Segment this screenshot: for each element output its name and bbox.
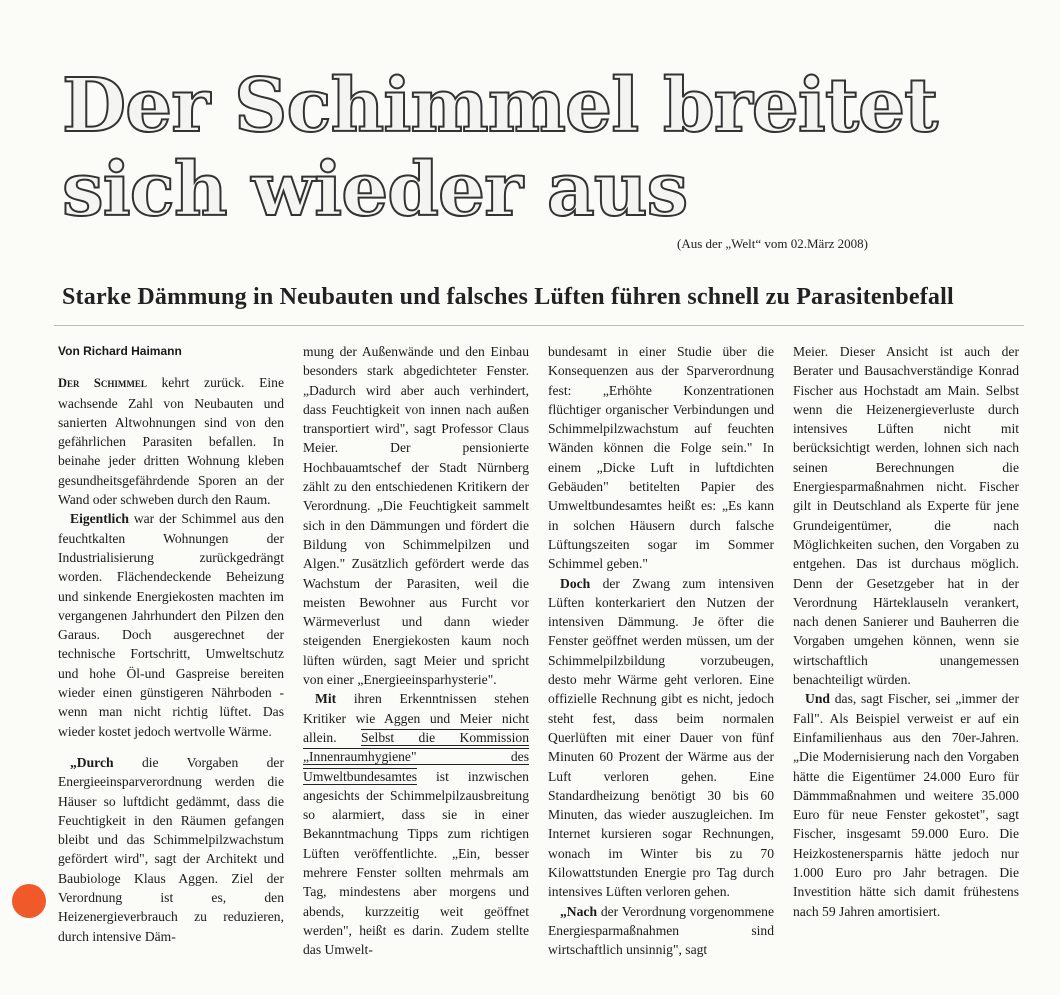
paragraph-lead-word: Doch xyxy=(560,575,591,591)
column-4 xyxy=(793,342,1019,921)
paragraph-lead-word: Eigentlich xyxy=(70,511,129,527)
paragraph xyxy=(58,373,284,509)
paragraph-lead-word: Und xyxy=(805,691,830,707)
paragraph-text: die Vorgaben der Energieeinsparverordnung werden die Häuser so luftdicht gedämmt, dass die Feuchtigkeit in den Räumen gefangen bleibt und das Schimmelpilzwachstum gefördert wird", sagt der Architekt und Baubiologe Klaus Aggen. Ziel der Verordnung ist es, den Heizenergieverbrauch zu reduzieren, durch intensive Däm- xyxy=(58,754,284,944)
article-body xyxy=(58,342,1028,962)
paragraph-text: war der Schimmel aus den feuchtkalten Wohnungen der Industrialisierung zurückgedrängt worden. Flächendeckende Beheizung und sinkende Energiekosten machten im vergangenen Jahrhundert den Pilzen den Garaus. Doch ausgerechnet der technische Fortschritt, Umweltschutz und hohe Öl-und Gaspreise bereiten wieder einen günstigeren Nährboden - wenn man nicht richtig lüftet. Das wieder kostet jedoch wertvolle Wärme. xyxy=(58,511,285,739)
article-subheadline: Starke Dämmung in Neubauten und falsches Lüften führen schnell zu Parasitenbefall xyxy=(62,284,954,310)
paragraph xyxy=(548,342,774,574)
paragraph-text: ihren Erkenntnissen stehen Kritiker wie Aggen und Meier nicht allein. xyxy=(303,691,529,745)
headline-line-2: sich wieder aus xyxy=(62,147,688,233)
byline: Von Richard Haimann xyxy=(58,344,182,358)
paragraph xyxy=(58,753,284,946)
headline-line-1: Der Schimmel breitet xyxy=(62,63,938,149)
paragraph-text: bundesamt in einer Studie über die Konsequenzen aus der Sparverordnung fest: „Erhöhte Konzentrationen flüchtiger organischer Verbindungen und Schimmelpilzwachstum auf feuchten Wänden können die Folge sein." In einem „Dicke Luft in luftdichten Gebäuden" betitelten Papier des Umweltbundesamtes heißt es: „Es kann in solchen Häusern durch falsche Lüftungszeiten sogar im Sommer Schimmel geben." xyxy=(548,344,774,572)
highlighted-passage: Selbst die Kommission „Innenraumhygiene" des Umweltbundesamtes xyxy=(303,729,529,784)
paragraph-text: Meier. Dieser Ansicht ist auch der Berater und Bausachverständige Konrad Fischer aus Hochstadt am Main. Selbst wenn die Heizenergieverluste durch intensives Lüften nicht mit berücksichtigt werden, lohnen sich nach seinen Berechnungen die Energiesparmaßnahmen nicht. Fischer gilt in Deutschland als Experte für jene Grundeigentümer, die nach Möglichkeiten suchen, den Vorgaben zu entgehen. Das ist durchaus möglich. Denn der Gesetzgeber hat in der Verordnung Härteklauseln verankert, nach denen Sanierer und Bauherren die Vorgaben umgehen können, wenn sie wirtschaftlich unangemessen benachteiligt würden. xyxy=(793,344,1019,688)
lead-in: Der Schimmel xyxy=(58,376,147,391)
paragraph-lead-word: „Nach xyxy=(560,903,598,919)
source-note: (Aus der „Welt“ vom 02.März 2008) xyxy=(677,236,869,251)
paragraph-lead-word: „Durch xyxy=(70,754,114,770)
paragraph xyxy=(793,689,1019,921)
paragraph-text: der Zwang zum intensiven Lüften konterkariert den Nutzen der intensiven Dämmung. Je öfter die Fenster geöffnet werden müssen, um der Schimmelpilzbildung vorzubeugen, desto mehr Wärme geht verloren. Eine offizielle Rechnung gibt es nicht, jedoch steht fest, dass beim normalen Querlüften mit einer Dauer von fünf Minuten 60 Prozent der Wärme aus der Luft verloren gehen. Eine Standardheizung benötigt 30 bis 60 Minuten, das wieder auszugleichen. Im Internet kursieren sogar Rechnungen, wonach im Winter bis zu 70 Kilowattstunden Energie pro Tag durch intensives Lüften verloren gehen. xyxy=(548,575,774,900)
paragraph-text: der Verordnung vorgenommene Energiesparmaßnahmen sind wirtschaftlich unsinnig", sagt xyxy=(548,903,774,958)
paragraph xyxy=(303,689,529,959)
record-indicator-dot xyxy=(12,884,46,918)
article-headline xyxy=(62,64,962,232)
paragraph-text: das, sagt Fischer, sei „immer der Fall". Als Beispiel verweist er auf ein Einfamilienhaus aus den 70er-Jahren. „Die Modernisierung nach den Vorgaben hätte die Eigentümer 24.000 Euro für Dämmmaßnahmen und weitere 35.000 Euro für neue Fenster gekostet", sagt Fischer, insgesamt 59.000 Euro. Die Heizkostenersparnis hätte jedoch nur 1.000 Euro pro Jahr betragen. Die Investition hätte sich damit frühestens nach 59 Jahren amortisiert. xyxy=(793,691,1019,919)
paragraph-lead-word: Mit xyxy=(315,691,337,707)
divider xyxy=(54,325,1024,326)
column-3 xyxy=(548,342,774,960)
paragraph-text: kehrt zurück. Eine wachsende Zahl von Neubauten und sanierten Altwohnungen sind von den gefährlichen Parasiten befallen. In beinahe jeder dritten Wohnung kleben gesundheitsgefährdende Sporen an der Wand oder schweben durch den Raum. xyxy=(58,375,284,508)
paragraph-text: mung der Außenwände und den Einbau besonders stark abgedichteter Fenster. „Dadurch wird aber auch verhindert, dass Feuchtigkeit von innen nach außen transportiert wird", sagt Professor Claus Meier. Der pensionierte Hochbauamtschef der Stadt Nürnberg zählt zu den entschiedenen Kritikern der Verordnung. „Die Feuchtigkeit sammelt sich in den Dämmungen und fördert die Bildung von Schimmelpilzen und Algen." Zusätzlich gefördert werde das Wachstum der Parasiten, weil die meisten Bewohner aus Furcht vor Wärmeverlust und dann wieder steigenden Energiekosten kaum noch lüften würden, sagt Meier und spricht von einer „Energieeinsparhysterie". xyxy=(303,344,529,688)
paragraph xyxy=(548,902,774,960)
paragraph xyxy=(793,342,1019,689)
column-1 xyxy=(58,342,284,946)
paragraph xyxy=(58,509,284,741)
paragraph xyxy=(548,574,774,902)
column-2 xyxy=(303,342,529,960)
paragraph xyxy=(303,342,529,689)
paragraph-text: ist inzwischen angesichts der Schimmelpilzausbreitung so alarmiert, dass sie in einer Bekanntmachung Tipps zum richtigen Lüften veröffentlichte. „Ein, besser mehrere Fenster sollten mehrmals am Tag, mindestens aber morgens und abends, kurzzeitig weit geöffnet werden", heißt es darin. Zudem stellte das Umwelt- xyxy=(303,768,529,958)
